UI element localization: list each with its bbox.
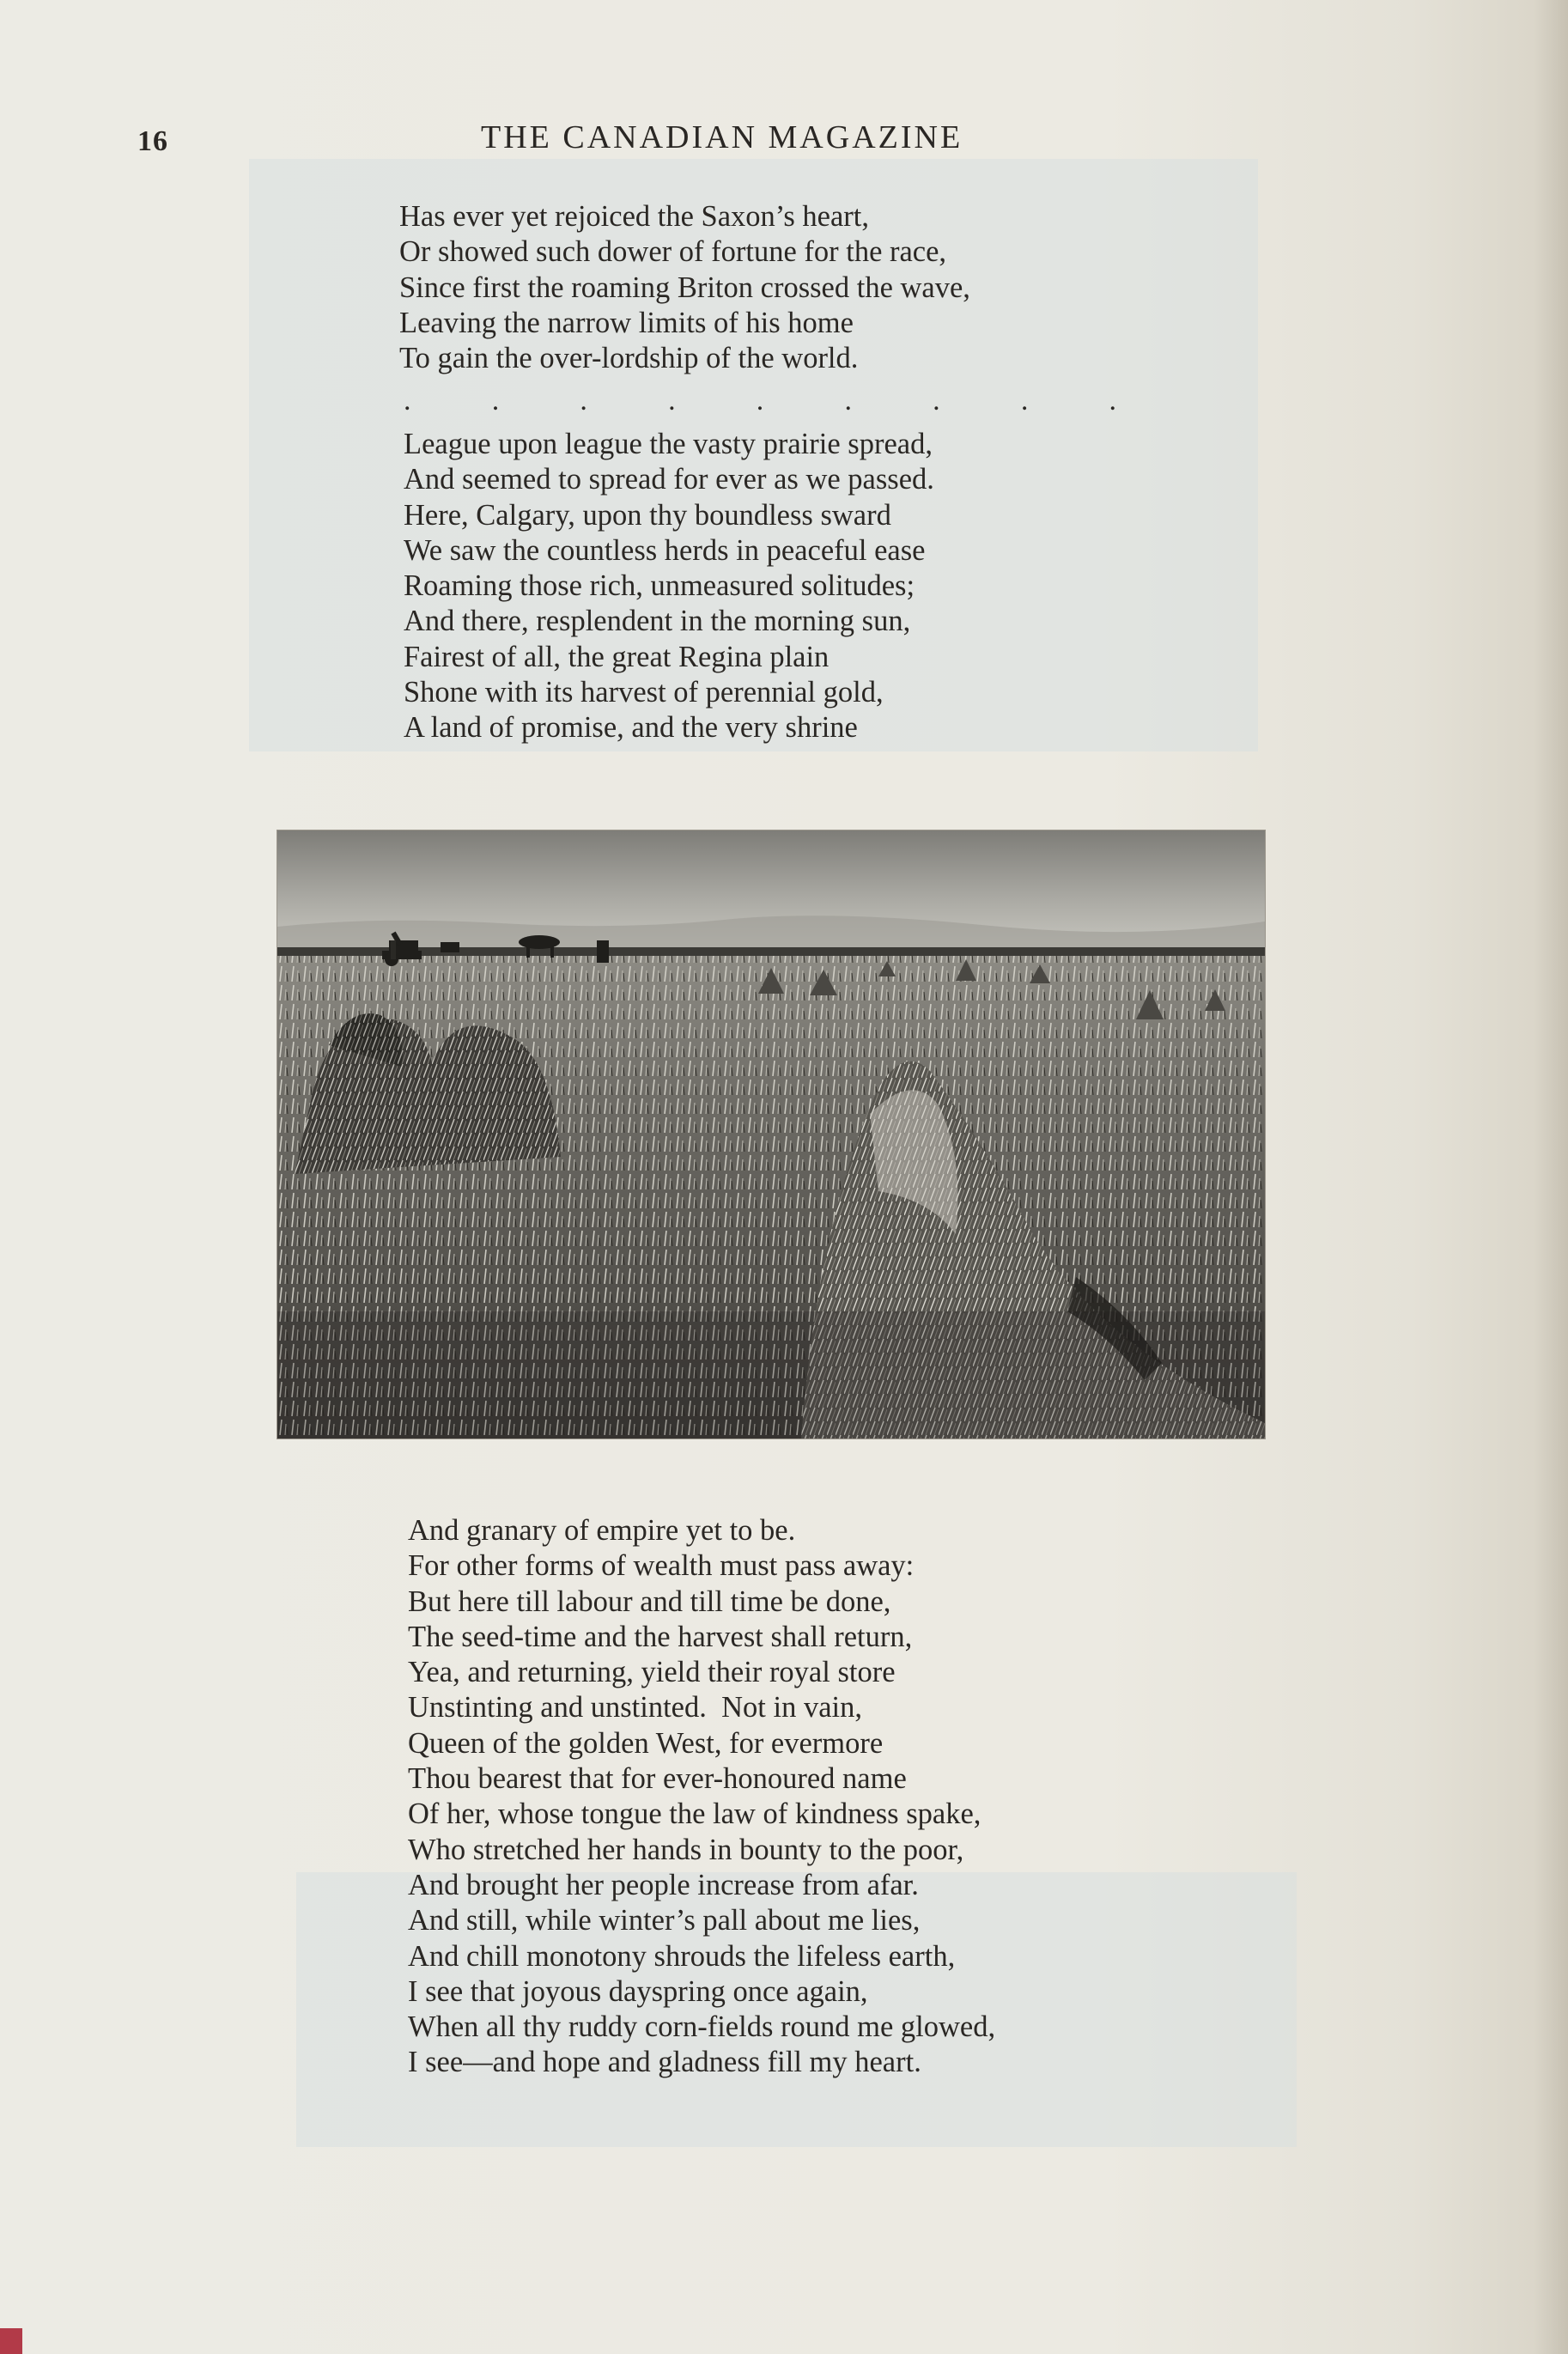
page-number: 16	[137, 125, 168, 157]
dot: .	[491, 385, 500, 417]
poem-line: Has ever yet rejoiced the Saxon’s heart,	[399, 200, 869, 233]
poem-stanza-two	[404, 427, 934, 746]
page-edge-shadow	[1534, 0, 1568, 2354]
dot: .	[668, 385, 676, 417]
poem-line: Fairest of all, the great Regina plain	[404, 640, 830, 673]
poem-line: For other forms of wealth must pass away:	[408, 1549, 915, 1583]
poem-line: I see that joyous dayspring once again,	[408, 1974, 868, 2008]
poem-line: But here till labour and till time be done,	[408, 1585, 891, 1618]
poem-line: I see—and hope and gladness fill my heart.	[408, 2046, 921, 2079]
poem-line: To gain the over-lordship of the world.	[399, 342, 859, 375]
dot: .	[404, 385, 411, 417]
poem-line: A land of promise, and the very shrine	[404, 711, 858, 745]
poem-line: Yea, and returning, yield their royal store	[408, 1656, 896, 1689]
poem-line: Thou bearest that for ever-honoured name	[408, 1762, 907, 1796]
poem-line: Since first the roaming Briton crossed the wave,	[399, 271, 970, 304]
dot: .	[756, 385, 764, 417]
dot: .	[1020, 385, 1029, 417]
poem-line: Who stretched her hands in bounty to the poor,	[408, 1833, 964, 1866]
poem-line: Queen of the golden West, for evermore	[408, 1726, 884, 1760]
dot: .	[1109, 385, 1116, 417]
poem-line: Here, Calgary, upon thy boundless sward	[404, 498, 891, 532]
poem-line: And seemed to spread for ever as we passed.	[404, 463, 934, 496]
poem-line: League upon league the vasty prairie spread,	[404, 428, 933, 460]
running-head: THE CANADIAN MAGAZINE	[481, 119, 963, 155]
poem-line: Unstinting and unstinted. Not in vain,	[408, 1691, 862, 1724]
poem-line: Of her, whose tongue the law of kindness spake,	[408, 1797, 982, 1831]
poem-line: Or showed such dower of fortune for the race,	[399, 235, 947, 269]
poem-line: Roaming those rich, unmeasured solitudes;	[404, 569, 915, 603]
ellipsis-dots	[404, 386, 1116, 416]
dot: .	[844, 385, 852, 417]
poem-stanza-one	[399, 199, 970, 376]
dot: .	[580, 385, 587, 417]
poem-line: And still, while winter’s pall about me lies,	[408, 1904, 921, 1937]
wheat-field-photo	[277, 830, 1266, 1439]
poem-line: And granary of empire yet to be.	[408, 1514, 796, 1547]
poem-line: Leaving the narrow limits of his home	[399, 306, 854, 339]
poem-line: We saw the countless herds in peaceful ease	[404, 533, 926, 567]
poem-line: And brought her people increase from afar.	[408, 1868, 919, 1901]
poem-line: When all thy ruddy corn-fields round me glowed,	[408, 2010, 996, 2044]
poem-line: And there, resplendent in the morning sun,	[404, 605, 911, 638]
poem-line: Shone with its harvest of perennial gold,	[404, 676, 884, 709]
wheat-field-photo-icon	[277, 830, 1265, 1439]
poem-line: And chill monotony shrouds the lifeless earth,	[408, 1939, 956, 1973]
poem-stanza-three	[408, 1513, 995, 2081]
poem-line: The seed-time and the harvest shall return,	[408, 1620, 913, 1653]
binding-edge	[0, 2328, 22, 2354]
dot: .	[933, 385, 940, 417]
